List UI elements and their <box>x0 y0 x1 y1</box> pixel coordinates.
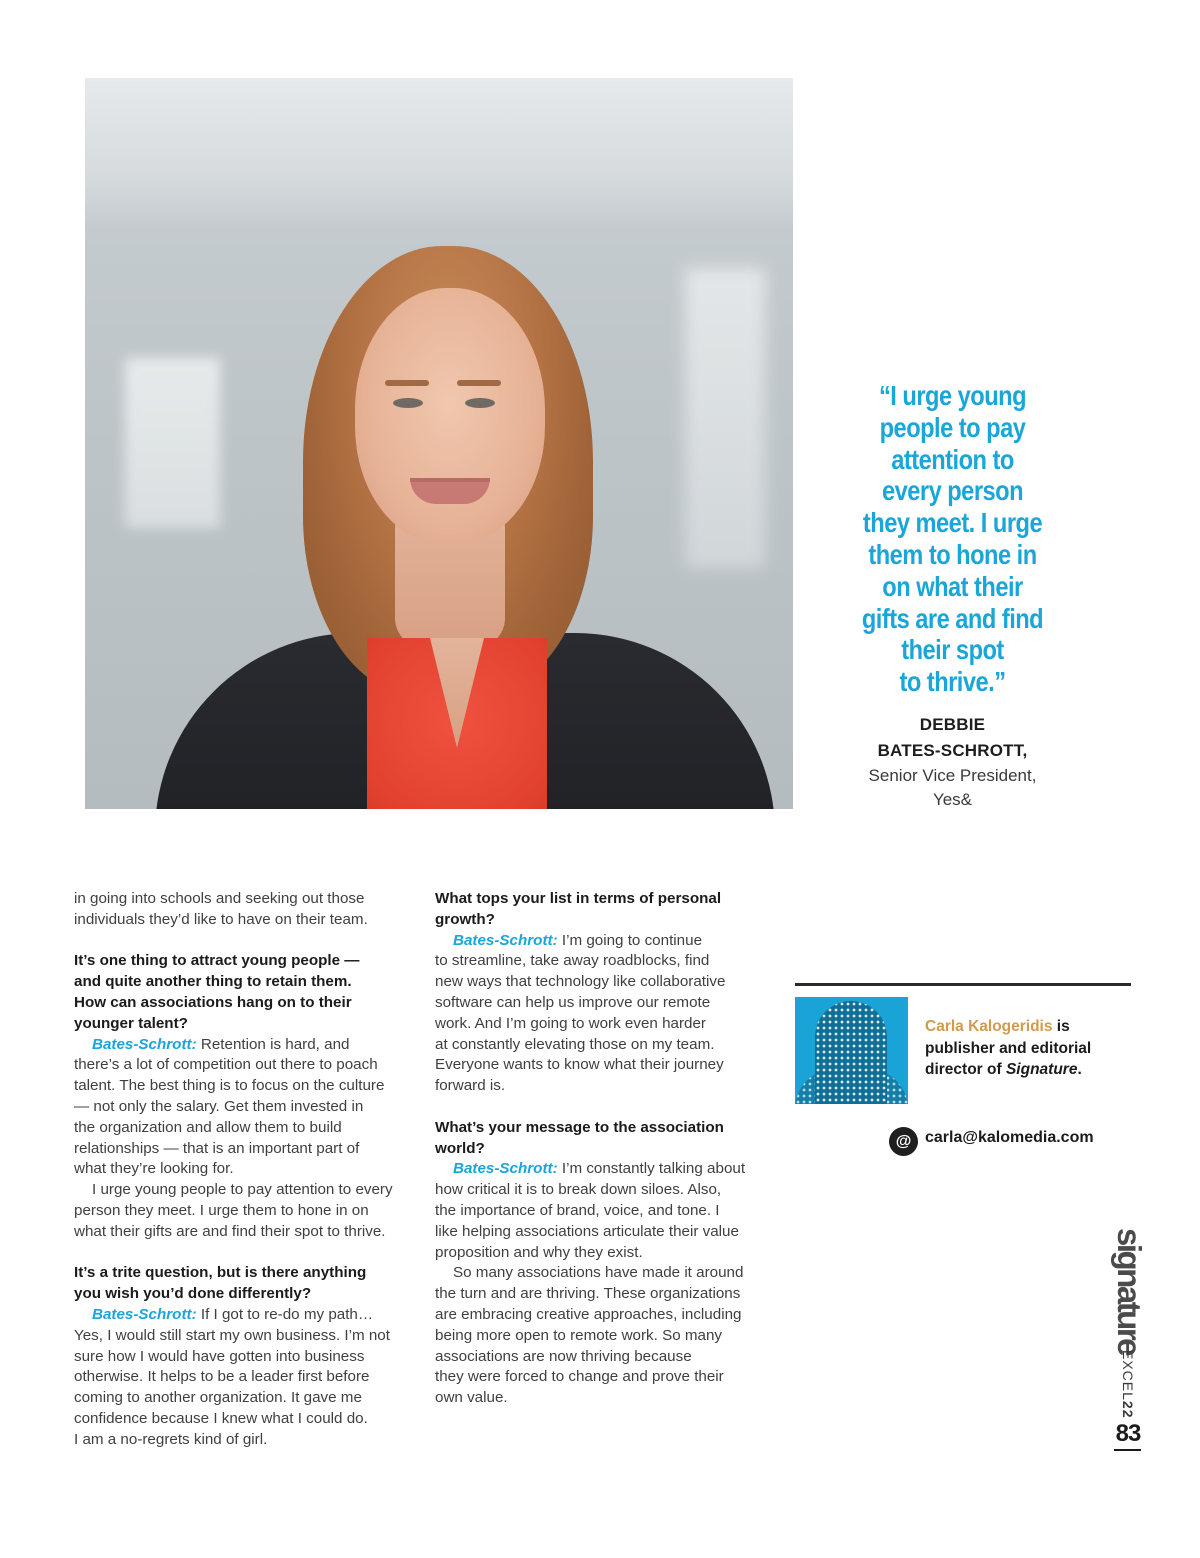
article-column-1 <box>74 889 404 1451</box>
body-line: — not only the salary. Get them invested in <box>74 1097 364 1115</box>
author-bio-line-3 <box>925 1059 1130 1081</box>
speaker-name: Bates-Schrott: <box>92 1035 197 1053</box>
answer-text: If I got to re-do my path… <box>196 1305 374 1323</box>
paragraph-gap <box>435 1097 765 1118</box>
photo-ceiling <box>85 78 793 228</box>
body-line: the importance of brand, voice, and tone. I <box>435 1201 720 1219</box>
photo-window-right <box>685 268 765 568</box>
magazine-brand <box>1108 1228 1150 1355</box>
issue-label <box>1116 1350 1140 1420</box>
body-line: coming to another organization. It gave me <box>74 1389 362 1407</box>
body-line: relationships — that is an important part of <box>74 1139 360 1157</box>
attribution-title-line: Yes& <box>932 790 973 809</box>
quote-attribution-title <box>845 764 1060 812</box>
question-line: It’s one thing to attract young people — <box>74 952 360 970</box>
issue-text <box>1116 1350 1140 1419</box>
body-line: work. And I’m going to work even harder <box>435 1014 706 1032</box>
question-line: you wish you’d done differently? <box>74 1285 312 1303</box>
body-line: there’s a lot of competition out there to poach <box>74 1056 378 1074</box>
author-email-link[interactable]: carla@kalomedia.com <box>925 1129 1094 1146</box>
email-at-icon: @ <box>889 1127 918 1156</box>
answer-text: I’m constantly talking about <box>557 1160 746 1178</box>
body-line: person they meet. I urge them to hone in on <box>74 1201 369 1219</box>
body-line: proposition and why they exist. <box>435 1243 643 1261</box>
body-line: what their gifts are and find their spot to thrive. <box>74 1222 386 1240</box>
author-role-prefix: director of <box>925 1061 1006 1078</box>
body-line: talent. The best thing is to focus on the culture <box>74 1077 385 1095</box>
paragraph-start-line: So many associations have made it around <box>453 1264 744 1282</box>
pull-quote-line: every person <box>881 475 1024 507</box>
page-number: 83 <box>1115 1420 1141 1447</box>
speaker-name: Bates-Schrott: <box>453 1160 558 1178</box>
pull-quote-line: “I urge young <box>878 380 1027 411</box>
question-line: world? <box>435 1139 485 1157</box>
body-line: to streamline, take away roadblocks, find <box>435 952 710 970</box>
question-line: and quite another thing to retain them. <box>74 973 352 991</box>
question-line: It’s a trite question, but is there anything <box>74 1264 367 1282</box>
pull-quote-line: people to pay <box>879 411 1026 443</box>
photo-brow-right <box>457 380 501 386</box>
body-line: associations are now thriving because <box>435 1347 692 1365</box>
author-bio-line-2: publisher and editorial <box>925 1039 1092 1057</box>
speaker-name: Bates-Schrott: <box>92 1305 197 1323</box>
pull-quote-line: them to hone in <box>868 538 1037 570</box>
speaker-name: Bates-Schrott: <box>453 931 558 949</box>
body-line: the turn and are thriving. These organizations <box>435 1285 741 1303</box>
magazine-name: Signature <box>1005 1061 1078 1078</box>
paragraph-gap <box>74 931 404 952</box>
answer-line <box>74 1035 404 1056</box>
brand-wordmark: signature <box>1111 1228 1148 1355</box>
body-line: Yes, I would still start my own business. I’m not <box>74 1326 390 1344</box>
answer-text: I’m going to continue <box>557 931 703 949</box>
author-is: is <box>1052 1018 1070 1035</box>
body-line: the organization and allow them to build <box>74 1118 342 1136</box>
pull-quote-line: to thrive.” <box>899 666 1006 698</box>
body-line: individuals they’d like to have on their team. <box>74 910 368 928</box>
paragraph-gap <box>74 1243 404 1264</box>
body-line: are embracing creative approaches, including <box>435 1305 742 1323</box>
pull-quote-line: on what their <box>882 570 1023 602</box>
answer-line <box>435 1159 765 1180</box>
photo-window-left <box>125 358 220 528</box>
pull-quote-line: their spot <box>901 634 1004 666</box>
body-line: Everyone wants to know what their journey <box>435 1056 724 1074</box>
body-line: in going into schools and seeking out those <box>74 890 365 907</box>
attribution-title-line: Senior Vice President, <box>868 766 1037 785</box>
attribution-name-line: DEBBIE <box>919 715 986 734</box>
photo-eye-left <box>393 398 423 408</box>
question-line: growth? <box>435 910 495 928</box>
pull-quote-line: they meet. I urge <box>862 507 1043 539</box>
page-number-rule <box>1114 1449 1141 1451</box>
photo-brow-left <box>385 380 429 386</box>
pull-quote <box>851 380 1053 698</box>
author-name: Carla Kalogeridis <box>925 1018 1053 1035</box>
body-line: I am a no-regrets kind of girl. <box>74 1430 268 1448</box>
author-box-rule <box>795 983 1131 986</box>
body-line: new ways that technology like collaborative <box>435 973 726 991</box>
body-line: how critical it is to break down siloes. Also, <box>435 1181 722 1199</box>
author-halftone-photo <box>795 997 908 1104</box>
body-line: forward is. <box>435 1077 506 1095</box>
photo-face <box>355 288 545 543</box>
body-line: sure how I would have gotten into business <box>74 1347 365 1365</box>
body-line: being more open to remote work. So many <box>435 1326 723 1344</box>
attribution-name-line: BATES-SCHROTT, <box>877 741 1028 760</box>
body-line: own value. <box>435 1389 508 1407</box>
author-bio-line-1 <box>925 1016 1130 1038</box>
portrait-photo <box>85 78 793 809</box>
question-line: younger talent? <box>74 1014 188 1032</box>
quote-attribution-name <box>845 712 1060 764</box>
article-column-2 <box>435 889 765 1409</box>
author-photo-head <box>815 1001 887 1104</box>
body-line: like helping associations articulate their value <box>435 1222 739 1240</box>
answer-line <box>435 931 765 952</box>
issue-bold: 22 <box>1120 1400 1136 1419</box>
question-line: What’s your message to the association <box>435 1118 724 1136</box>
body-line: at constantly elevating those on my team. <box>435 1035 715 1053</box>
question-line: What tops your list in terms of personal <box>435 890 722 907</box>
issue-light: EXCEL <box>1120 1350 1136 1401</box>
body-line: confidence because I knew what I could do. <box>74 1409 368 1427</box>
answer-text: Retention is hard, and <box>196 1035 350 1053</box>
answer-line <box>74 1305 404 1326</box>
photo-eye-right <box>465 398 495 408</box>
pull-quote-line: gifts are and find <box>861 602 1044 634</box>
body-line: what they’re looking for. <box>74 1160 234 1178</box>
author-bio <box>925 1016 1130 1081</box>
author-role-suffix: . <box>1077 1061 1082 1078</box>
body-line: otherwise. It helps to be a leader first before <box>74 1368 370 1386</box>
question-line: How can associations hang on to their <box>74 993 352 1011</box>
paragraph-start-line: I urge young people to pay attention to every <box>92 1181 393 1199</box>
body-line: software can help us improve our remote <box>435 993 711 1011</box>
pull-quote-line: attention to <box>891 443 1014 475</box>
body-line: they were forced to change and prove their <box>435 1368 724 1386</box>
